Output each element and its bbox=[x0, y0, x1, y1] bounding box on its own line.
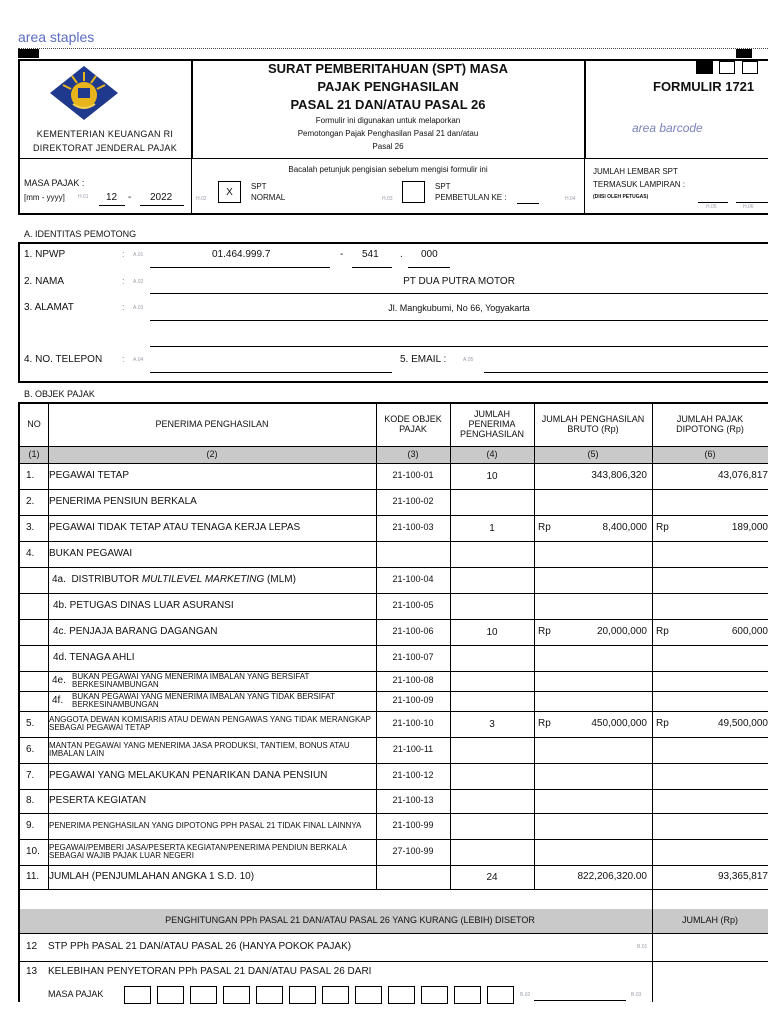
idx-2: (2) bbox=[206, 448, 218, 459]
masa-pajak-box[interactable] bbox=[289, 986, 316, 1004]
row13-no: 13 bbox=[26, 965, 38, 977]
row-no: 6. bbox=[26, 743, 35, 755]
row-name: 4a. DISTRIBUTOR MULTILEVEL MARKETING (MLM) bbox=[52, 573, 296, 585]
code-h02: H.02 bbox=[196, 196, 207, 202]
row-name: BUKAN PEGAWAI YANG MENERIMA IMBALAN YANG BERSIFAT BERKESINAMBUNGAN bbox=[72, 671, 310, 689]
row-pajak[interactable] bbox=[652, 813, 768, 839]
idx-3: (3) bbox=[407, 448, 419, 459]
npwp-label: 1. NPWP bbox=[24, 249, 66, 260]
npwp-value-1[interactable]: 01.464.999.7 bbox=[212, 249, 271, 260]
col-header-jumlah-penerima: JUMLAH PENERIMA PENGHASILAN bbox=[459, 409, 525, 439]
row-count[interactable]: 10 bbox=[486, 470, 498, 482]
masa-pajak-box[interactable] bbox=[454, 986, 481, 1004]
row-pajak[interactable] bbox=[652, 691, 768, 711]
telepon-label: 4. NO. TELEPON bbox=[24, 354, 103, 365]
row-bruto[interactable] bbox=[534, 763, 647, 789]
idx-5: (5) bbox=[587, 448, 599, 459]
row-bruto[interactable]: 20,000,000 bbox=[596, 625, 647, 637]
row13-amount-input[interactable] bbox=[534, 1000, 626, 1001]
code-b01: B.01 bbox=[637, 944, 648, 950]
form-title-2: PAJAK PENGHASILAN bbox=[317, 79, 459, 94]
row-count[interactable] bbox=[450, 541, 534, 567]
jumlah-lembar-label-2: TERMASUK LAMPIRAN : bbox=[593, 180, 686, 189]
row-bruto[interactable] bbox=[534, 645, 647, 671]
row-pajak[interactable]: 43,076,817 bbox=[717, 469, 768, 481]
masa-pajak-box[interactable] bbox=[157, 986, 184, 1004]
normal-checkbox[interactable]: X bbox=[218, 181, 241, 203]
masa-pajak-box[interactable] bbox=[124, 986, 151, 1004]
alamat-value[interactable]: Jl. Mangkubumi, No 66, Yogyakarta bbox=[388, 303, 530, 313]
row-pajak[interactable] bbox=[652, 789, 768, 813]
col-header-kode: KODE OBJEK PAJAK bbox=[384, 414, 442, 434]
row-no: 3. bbox=[26, 521, 35, 533]
row-bruto[interactable]: 8,400,000 bbox=[602, 521, 647, 533]
row-code: 27-100-99 bbox=[392, 846, 434, 857]
row-count[interactable] bbox=[450, 691, 534, 711]
row-bruto[interactable] bbox=[534, 541, 647, 567]
pembetulan-checkbox[interactable] bbox=[402, 181, 425, 203]
email-input[interactable] bbox=[484, 372, 768, 373]
row-pajak[interactable] bbox=[652, 541, 768, 567]
row-bruto[interactable] bbox=[534, 567, 647, 593]
code-a04: A.04 bbox=[133, 357, 144, 363]
row-code: 21-100-04 bbox=[392, 574, 434, 585]
row-rp-pajak: Rp bbox=[656, 717, 669, 729]
row-code: 21-100-09 bbox=[392, 695, 434, 706]
row-bruto[interactable] bbox=[534, 593, 647, 619]
row-pajak[interactable] bbox=[652, 839, 768, 865]
form-code-box bbox=[719, 61, 735, 74]
row12-text: STP PPh PASAL 21 DAN/ATAU PASAL 26 (HANYA POKOK PAJAK) bbox=[48, 940, 352, 952]
row-pajak[interactable]: 49,500,000 bbox=[717, 717, 768, 729]
row-name: PEGAWAI YANG MELAKUKAN PENARIKAN DANA PENSIUN bbox=[49, 769, 328, 781]
form-code-box-filled bbox=[696, 61, 713, 74]
form-title-3: PASAL 21 DAN/ATAU PASAL 26 bbox=[290, 97, 486, 112]
code-a03: A.03 bbox=[133, 305, 144, 311]
code-h05: H.05 bbox=[706, 204, 717, 210]
spt-pembetulan-label-2: PEMBETULAN KE : bbox=[435, 193, 507, 202]
row-count[interactable] bbox=[450, 593, 534, 619]
row-bruto[interactable] bbox=[534, 737, 647, 763]
row-bruto[interactable] bbox=[534, 691, 647, 711]
npwp-dash: - bbox=[340, 249, 344, 260]
row-no: 2. bbox=[26, 495, 35, 507]
idx-4: (4) bbox=[486, 448, 498, 459]
area-barcode-label: area barcode bbox=[632, 121, 703, 135]
row-count[interactable]: 10 bbox=[486, 626, 498, 638]
alamat-colon: : bbox=[122, 302, 125, 312]
row-name: PENERIMA PENSIUN BERKALA bbox=[49, 495, 197, 507]
row-no: 4. bbox=[26, 547, 35, 559]
diisi-petugas-note: (DIISI OLEH PETUGAS) bbox=[593, 194, 649, 200]
row-name: JUMLAH (PENJUMLAHAN ANGKA 1 S.D. 10) bbox=[49, 870, 255, 882]
row-code: 21-100-05 bbox=[392, 600, 434, 611]
row-code bbox=[376, 865, 450, 889]
nama-colon: : bbox=[122, 276, 125, 286]
masa-pajak-box[interactable] bbox=[256, 986, 283, 1004]
row-bruto[interactable] bbox=[534, 789, 647, 813]
form-desc-3: Pasal 26 bbox=[372, 142, 404, 151]
npwp-value-2[interactable]: 541 bbox=[362, 249, 379, 260]
row-name: 4c. PENJAJA BARANG DAGANGAN bbox=[53, 625, 218, 637]
col-header-no: NO bbox=[27, 419, 41, 430]
masa-format: [mm - yyyy] bbox=[24, 193, 65, 202]
row-no: 5. bbox=[26, 717, 35, 729]
code-a01: A.01 bbox=[133, 252, 144, 258]
spt-pembetulan-label-1: SPT bbox=[435, 182, 451, 191]
row-count[interactable] bbox=[450, 763, 534, 789]
perhitungan-header: PENGHITUNGAN PPh PASAL 21 DAN/ATAU PASAL 26 YANG KURANG (LEBIH) DISETOR bbox=[165, 915, 535, 926]
row-rp-bruto: Rp bbox=[538, 625, 551, 637]
masa-pajak-box[interactable] bbox=[322, 986, 349, 1004]
directorate-name: DIREKTORAT JENDERAL PAJAK bbox=[32, 143, 178, 153]
row-code: 21-100-13 bbox=[392, 795, 434, 806]
code-b02: B.02 bbox=[520, 992, 531, 998]
row-count[interactable] bbox=[450, 567, 534, 593]
code-a05: A.05 bbox=[463, 357, 474, 363]
row-count[interactable]: 3 bbox=[489, 718, 495, 730]
spt-normal-label-1: SPT bbox=[251, 182, 267, 191]
masa-month[interactable]: 12 bbox=[106, 192, 118, 203]
row-name: ANGGOTA DEWAN KOMISARIS ATAU DEWAN PENGAWAS YANG TIDAK MERANGKAP SEBAGAI PEGAWAI TETAP bbox=[49, 714, 371, 732]
row-pajak[interactable] bbox=[652, 671, 768, 691]
npwp-colon: : bbox=[122, 249, 125, 259]
jumlah-lembar-label-1: JUMLAH LEMBAR SPT bbox=[593, 167, 678, 176]
row-code: 21-100-08 bbox=[392, 675, 434, 686]
row-code: 21-100-03 bbox=[392, 522, 434, 533]
telepon-colon: : bbox=[122, 354, 125, 364]
row-bruto[interactable] bbox=[534, 489, 647, 515]
ministry-name: KEMENTERIAN KEUANGAN RI bbox=[36, 129, 174, 139]
section-b-title: B. OBJEK PAJAK bbox=[24, 389, 95, 399]
row-code: 21-100-99 bbox=[392, 820, 434, 831]
row-count[interactable] bbox=[450, 839, 534, 865]
row-no: 10. bbox=[26, 845, 40, 857]
form-desc-2: Pemotongan Pajak Penghasilan Pasal 21 dan/atau bbox=[297, 129, 479, 138]
row-pajak[interactable] bbox=[652, 593, 768, 619]
row-prefix: 4f. bbox=[52, 694, 64, 706]
section-a-title: A. IDENTITAS PEMOTONG bbox=[24, 229, 137, 239]
code-h04: H.04 bbox=[565, 196, 576, 202]
row-bruto[interactable]: 343,806,320 bbox=[591, 469, 647, 481]
row-pajak[interactable] bbox=[652, 645, 768, 671]
idx-6: (6) bbox=[704, 448, 716, 459]
masa-pajak-label: MASA PAJAK : bbox=[24, 178, 85, 188]
row-bruto[interactable] bbox=[534, 671, 647, 691]
area-staples-label: area staples bbox=[18, 29, 95, 45]
row-name: PESERTA KEGIATAN bbox=[49, 794, 147, 806]
telepon-input[interactable] bbox=[150, 372, 392, 373]
row-count[interactable] bbox=[450, 489, 534, 515]
npwp-dot: . bbox=[400, 249, 403, 260]
row-name: PEGAWAI TIDAK TETAP ATAU TENAGA KERJA LEPAS bbox=[49, 521, 301, 533]
kemenkeu-logo bbox=[48, 64, 120, 122]
row-count[interactable]: 24 bbox=[486, 871, 498, 883]
row-name: PENERIMA PENGHASILAN YANG DIPOTONG PPH PASAL 21 TIDAK FINAL LAINNYA bbox=[49, 820, 362, 830]
row-code: 21-100-02 bbox=[392, 496, 434, 507]
row-pajak[interactable]: 600,000 bbox=[731, 625, 768, 637]
nama-label: 2. NAMA bbox=[24, 276, 65, 287]
row-pajak[interactable]: 189,000 bbox=[731, 521, 768, 533]
row-name: PEGAWAI/PEMBERI JASA/PESERTA KEGIATAN/PENERIMA PENDIUN BERKALA SEBAGAI WAJIB PAJAK LUAR NEGERI bbox=[49, 842, 347, 860]
row-no: 9. bbox=[26, 819, 35, 831]
masa-pajak-box[interactable] bbox=[355, 986, 382, 1004]
row-pajak[interactable]: 93,365,817 bbox=[717, 870, 768, 882]
form-desc-1: Formulir ini digunakan untuk melaporkan bbox=[315, 116, 461, 125]
instruction-text: Bacalah petunjuk pengisian sebelum mengisi formulir ini bbox=[288, 165, 488, 174]
row-pajak[interactable] bbox=[652, 489, 768, 515]
masa-pajak-box[interactable] bbox=[388, 986, 415, 1004]
form-code-box bbox=[742, 61, 758, 74]
row-bruto[interactable] bbox=[534, 839, 647, 865]
masa-pajak-box[interactable] bbox=[190, 986, 217, 1004]
row-name: BUKAN PEGAWAI bbox=[49, 547, 133, 559]
row-name: MANTAN PEGAWAI YANG MENERIMA JASA PRODUKSI, TANTIEM, BONUS ATAU IMBALAN LAIN bbox=[49, 740, 350, 758]
email-label: 5. EMAIL : bbox=[400, 354, 447, 365]
row-count[interactable] bbox=[450, 671, 534, 691]
code-h03: H.03 bbox=[382, 196, 393, 202]
code-a02: A.02 bbox=[133, 279, 144, 285]
col-header-penerima: PENERIMA PENGHASILAN bbox=[155, 419, 269, 430]
row-code: 21-100-12 bbox=[392, 770, 434, 781]
code-h01: H.01 bbox=[78, 194, 89, 200]
row-name: 4d. TENAGA AHLI bbox=[53, 651, 135, 663]
row-no: 7. bbox=[26, 769, 35, 781]
masa-pajak-box[interactable] bbox=[223, 986, 250, 1004]
row-rp-bruto: Rp bbox=[538, 717, 551, 729]
pembetulan-input[interactable] bbox=[517, 203, 539, 204]
row-count[interactable] bbox=[450, 645, 534, 671]
row-pajak[interactable] bbox=[652, 567, 768, 593]
row13-text: KELEBIHAN PENYETORAN PPh PASAL 21 DAN/ATAU PASAL 26 DARI bbox=[48, 965, 372, 977]
row-no: 1. bbox=[26, 469, 35, 481]
form-title-1: SURAT PEMBERITAHUAN (SPT) MASA bbox=[267, 61, 508, 76]
row12-no: 12 bbox=[26, 940, 38, 952]
nama-value[interactable]: PT DUA PUTRA MOTOR bbox=[403, 276, 515, 287]
row-count[interactable] bbox=[450, 737, 534, 763]
row-bruto[interactable]: 822,206,320.00 bbox=[577, 870, 647, 882]
form-code-label: FORMULIR 1721 bbox=[653, 79, 755, 94]
row-name: PEGAWAI TETAP bbox=[49, 469, 130, 481]
masa-pajak-box[interactable] bbox=[421, 986, 448, 1004]
row-code: 21-100-07 bbox=[392, 652, 434, 663]
row-bruto[interactable] bbox=[534, 813, 647, 839]
corner-marker-right bbox=[736, 49, 752, 58]
alamat-label: 3. ALAMAT bbox=[24, 302, 74, 313]
row-pajak[interactable] bbox=[652, 737, 768, 763]
staples-divider bbox=[18, 48, 768, 49]
corner-marker-left bbox=[18, 49, 39, 58]
row-prefix: 4e. bbox=[52, 674, 66, 686]
row-rp-pajak: Rp bbox=[656, 625, 669, 637]
jumlah-rp-header: JUMLAH (Rp) bbox=[681, 915, 738, 926]
row-name: 4b. PETUGAS DINAS LUAR ASURANSI bbox=[53, 599, 234, 611]
row-count[interactable]: 1 bbox=[489, 522, 495, 534]
row-bruto[interactable]: 450,000,000 bbox=[591, 717, 647, 729]
col-header-bruto: JUMLAH PENGHASILAN BRUTO (Rp) bbox=[541, 414, 645, 434]
row-code: 21-100-11 bbox=[392, 744, 434, 755]
code-h06: H.06 bbox=[743, 204, 754, 210]
masa-pajak-box[interactable] bbox=[487, 986, 514, 1004]
masa-dash: - bbox=[128, 192, 132, 203]
npwp-value-3[interactable]: 000 bbox=[421, 249, 438, 260]
row-count[interactable] bbox=[450, 789, 534, 813]
row-pajak[interactable] bbox=[652, 763, 768, 789]
row-name: BUKAN PEGAWAI YANG MENERIMA IMBALAN YANG TIDAK BERSIFAT BERKESINAMBUNGAN bbox=[72, 691, 335, 709]
row-count[interactable] bbox=[450, 813, 534, 839]
idx-1: (1) bbox=[28, 448, 40, 459]
row-code: 21-100-01 bbox=[392, 470, 434, 481]
row-code: 21-100-10 bbox=[392, 718, 434, 729]
row-code: 21-100-06 bbox=[392, 626, 434, 637]
row13-masa-pajak-label: MASA PAJAK bbox=[48, 989, 104, 999]
col-header-dipotong: JUMLAH PAJAK DIPOTONG (Rp) bbox=[676, 414, 744, 434]
masa-year[interactable]: 2022 bbox=[150, 192, 173, 203]
spt-normal-label-2: NORMAL bbox=[251, 193, 286, 202]
row-rp-pajak: Rp bbox=[656, 521, 669, 533]
row-rp-bruto: Rp bbox=[538, 521, 551, 533]
row-no: 8. bbox=[26, 794, 35, 806]
row-code bbox=[376, 541, 450, 567]
code-b03: B.03 bbox=[631, 992, 642, 998]
row-no: 11. bbox=[26, 870, 40, 882]
